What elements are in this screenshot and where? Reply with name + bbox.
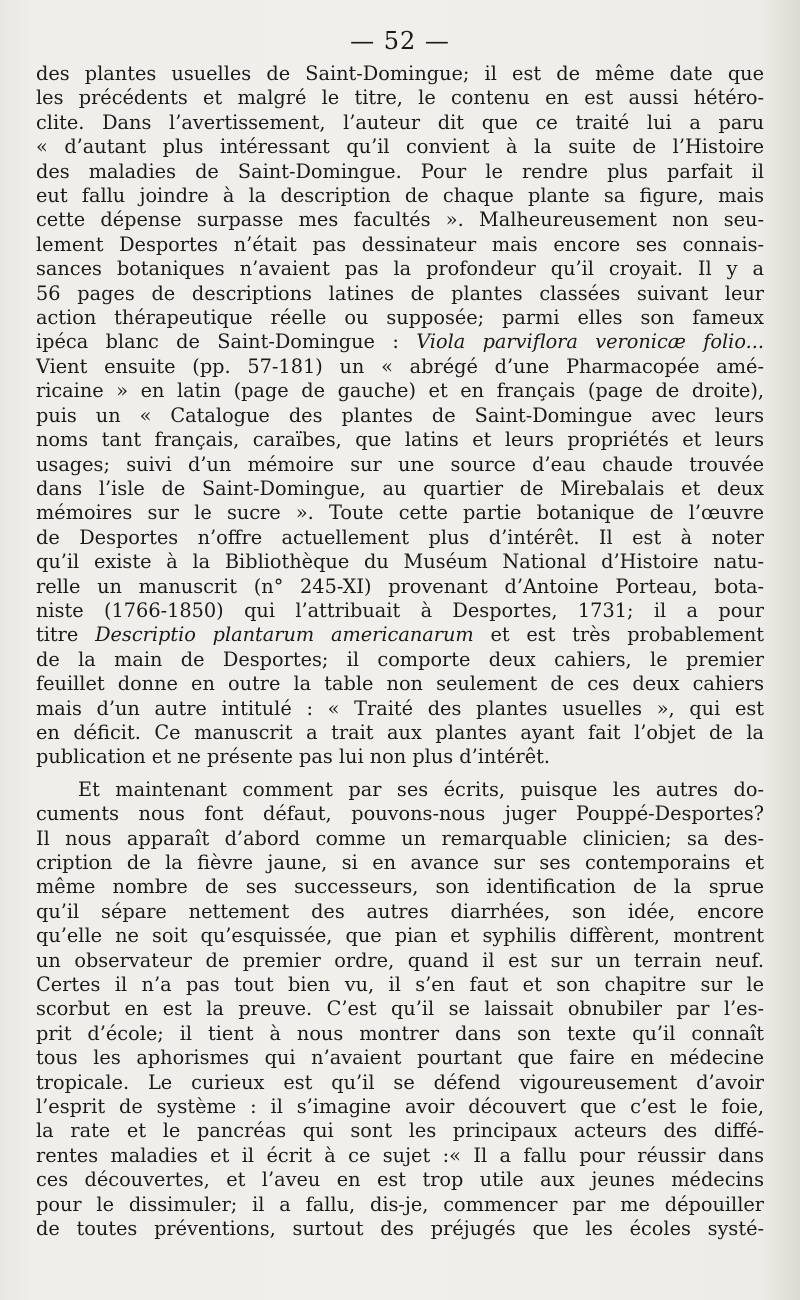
text-line: scorbut en est la preuve. C’est qu’il se laissait obnubiler par l’es- — [36, 997, 764, 1021]
text-line: qu’il existe à la Bibliothèque du Muséum National d’Histoire natu- — [36, 550, 764, 574]
body-text — [36, 62, 764, 1242]
text-line: niste (1766-1850) qui l’attribuait à Desportes, 1731; il a pour — [36, 598, 764, 622]
text-line: 56 pages de descriptions latines de plantes classées suivant leur — [36, 281, 764, 305]
text-line: la rate et le pancréas qui sont les principaux acteurs des diffé- — [36, 1119, 764, 1143]
text-line: noms tant français, caraïbes, que latins et leurs propriétés et leurs — [36, 428, 764, 452]
text-line: mais d’un autre intitulé : « Traité des plantes usuelles », qui est — [36, 696, 764, 720]
text-line: qu’elle ne soit qu’esquissée, que pian et syphilis diffèrent, montrent — [36, 924, 764, 948]
text-line: puis un « Catalogue des plantes de Saint-Domingue avec leurs — [36, 403, 764, 427]
text-line: Et maintenant comment par ses écrits, puisque les autres do- — [78, 777, 764, 801]
text-line: mémoires sur le sucre ». Toute cette partie botanique de l’œuvre — [36, 501, 764, 525]
text-line: tropicale. Le curieux est qu’il se défend vigoureusement d’avoir — [36, 1070, 764, 1094]
text-line: prit d’école; il tient à nous montrer dans son texte qu’il connaît — [36, 1021, 764, 1045]
text-line: usages; suivi d’un mémoire sur une source d’eau chaude trouvée — [36, 452, 764, 476]
text-line: Certes il n’a pas tout bien vu, il s’en faut et son chapitre sur le — [36, 973, 764, 997]
page-number: — 52 — — [350, 27, 450, 55]
text-line: publication et ne présente pas lui non plus d’intérêt. — [36, 745, 551, 769]
text-line: cuments nous font défaut, pouvons-nous juger Pouppé-Desportes? — [36, 802, 764, 826]
text-line: ricaine » en latin (page de gauche) et en français (page de droite), — [36, 379, 764, 403]
text-line: « d’autant plus intéressant qu’il convient à la suite de l’Histoire — [36, 135, 764, 159]
text-line: même nombre de ses successeurs, son identification de la sprue — [36, 875, 764, 899]
text-line: sances botaniques n’avaient pas la profondeur qu’il croyait. Il y a — [36, 257, 764, 281]
text-line: cette dépense surpasse mes facultés ». Malheureusement non seu- — [36, 208, 764, 232]
paragraph-2 — [36, 778, 764, 1242]
italic-title: Descriptio plantarum americanarum — [95, 623, 474, 647]
text-line: cription de la fièvre jaune, si en avance sur ses contemporains et — [36, 851, 764, 874]
text-line: en déficit. Ce manuscrit a trait aux plantes ayant fait l’objet de la — [36, 720, 764, 744]
text-line: l’esprit de système : il s’imagine avoir découvert que c’est le foie, — [36, 1095, 764, 1119]
text-line: eut fallu joindre à la description de chaque plante sa figure, mais — [36, 184, 764, 208]
text-line-mixed — [36, 623, 764, 647]
text-line: les précédents et malgré le titre, le contenu en est aussi hétéro- — [36, 86, 764, 110]
text-span: ipéca blanc de Saint-Domingue : — [36, 330, 417, 354]
text-line: feuillet donne en outre la table non seulement de ces deux cahiers — [36, 672, 764, 696]
text-line: relle un manuscrit (n° 245-XI) provenant d’Antoine Porteau, bota- — [36, 574, 764, 598]
text-span: et est très probablement — [473, 623, 764, 647]
text-line: qu’il sépare nettement des autres diarrhées, son idée, encore — [36, 899, 764, 923]
text-line: des maladies de Saint-Domingue. Pour le rendre plus parfait il — [36, 159, 764, 183]
text-span: titre — [36, 623, 96, 647]
text-line: Vient ensuite (pp. 57-181) un « abrégé d’une Pharmacopée amé- — [36, 354, 764, 378]
text-line: dans l’isle de Saint-Domingue, au quartier de Mirebalais et deux — [36, 476, 764, 500]
text-line: rentes maladies et il écrit à ce sujet :« Il a fallu pour réussir dans — [36, 1143, 764, 1167]
text-line: action thérapeutique réelle ou supposée; parmi elles son fameux — [36, 306, 764, 330]
text-line: de toutes préventions, surtout des préjugés que les écoles systé- — [36, 1217, 764, 1241]
italic-latin-name: Viola parviflora veronicæ folio... — [416, 330, 764, 354]
text-line: pour le dissimuler; il a fallu, dis-je, commencer par me dépouiller — [36, 1192, 764, 1216]
text-line: un observateur de premier ordre, quand il est sur un terrain neuf. — [36, 948, 764, 972]
text-line: clite. Dans l’avertissement, l’auteur dit que ce traité lui a paru — [36, 110, 764, 134]
text-line: de la main de Desportes; il comporte deux cahiers, le premier — [36, 647, 764, 671]
text-line: Il nous apparaît d’abord comme un remarquable clinicien; sa des- — [36, 826, 764, 850]
text-line: des plantes usuelles de Saint-Domingue; il est de même date que — [36, 62, 764, 85]
text-line-mixed — [36, 330, 764, 354]
text-line: ces découvertes, et l’aveu en est trop utile aux jeunes médecins — [36, 1168, 764, 1192]
text-line: lement Desportes n’était pas dessinateur mais encore ses connais- — [36, 232, 764, 256]
text-line: de Desportes n’offre actuellement plus d’intérêt. Il est à noter — [36, 525, 764, 549]
text-line: tous les aphorismes qui n’avaient pourtant que faire en médecine — [36, 1046, 764, 1070]
paragraph-1 — [36, 62, 764, 770]
